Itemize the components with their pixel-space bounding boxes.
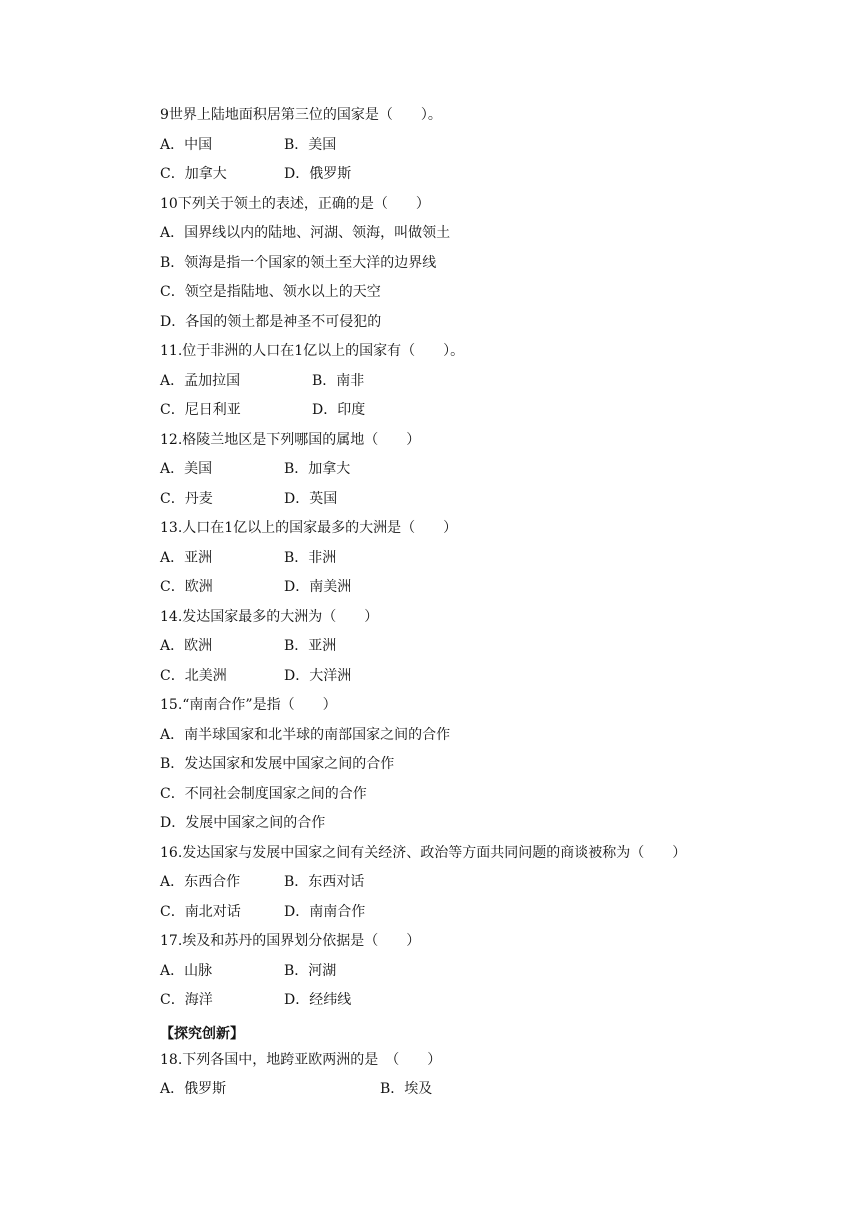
option-text: A．孟加拉国 bbox=[160, 372, 241, 389]
question-stem: 15.“南南合作”是指（ ） bbox=[160, 697, 337, 713]
option-row bbox=[160, 131, 800, 161]
option-text: A．山脉 bbox=[160, 962, 213, 979]
option-text: B．美国 bbox=[284, 136, 337, 153]
option-row bbox=[160, 957, 800, 987]
option-text: C．加拿大 bbox=[160, 166, 227, 182]
option-row bbox=[160, 662, 800, 692]
question-18-options bbox=[160, 1075, 800, 1105]
option-text: D．英国 bbox=[284, 490, 338, 507]
option-row bbox=[160, 632, 800, 662]
option-row bbox=[160, 455, 800, 485]
option-row bbox=[160, 750, 800, 780]
option-text: B．领海是指一个国家的领土至大洋的边界线 bbox=[160, 254, 437, 271]
option-row bbox=[160, 308, 800, 338]
option-text: B．发达国家和发展中国家之间的合作 bbox=[160, 756, 395, 772]
option-text: A．国界线以内的陆地、河湖、领海，叫做领土 bbox=[160, 225, 451, 241]
option-text: D．经纬线 bbox=[284, 992, 352, 1008]
option-text: A．南半球国家和北半球的南部国家之间的合作 bbox=[160, 726, 451, 743]
option-text: D．南南合作 bbox=[284, 903, 366, 920]
option-text: C．北美洲 bbox=[160, 667, 227, 684]
option-row bbox=[160, 986, 800, 1016]
option-row bbox=[160, 219, 800, 249]
option-text: D．印度 bbox=[312, 402, 366, 418]
option-a: A．俄罗斯 bbox=[160, 1081, 227, 1097]
option-row bbox=[160, 396, 800, 426]
option-text: B．加拿大 bbox=[284, 461, 351, 477]
question-stem: 9世界上陆地面积居第三位的国家是（ ）。 bbox=[160, 107, 442, 123]
option-text: D．俄罗斯 bbox=[284, 166, 352, 182]
question-stem: 17.埃及和苏丹的国界划分依据是（ ） bbox=[160, 933, 421, 949]
option-row bbox=[160, 485, 800, 515]
question-stem: 14.发达国家最多的大洲为（ ） bbox=[160, 608, 379, 625]
question-stem: 10下列关于领土的表述，正确的是（ ） bbox=[160, 195, 430, 212]
option-text: C．领空是指陆地、领水以上的天空 bbox=[160, 284, 381, 300]
question-stem: 12.格陵兰地区是下列哪国的属地（ ） bbox=[160, 431, 421, 448]
option-text: A．欧洲 bbox=[160, 638, 213, 654]
option-text: A．东西合作 bbox=[160, 874, 241, 890]
option-text: B．东西对话 bbox=[284, 874, 365, 890]
question-18-stem: 18.下列各国中，地跨亚欧两洲的是 （ ） bbox=[160, 1051, 442, 1068]
option-row bbox=[160, 544, 800, 574]
option-text: B．非洲 bbox=[284, 549, 337, 566]
option-text: A．中国 bbox=[160, 136, 213, 153]
option-text: D．大洋洲 bbox=[284, 667, 352, 684]
option-row bbox=[160, 278, 800, 308]
option-text: C．欧洲 bbox=[160, 579, 213, 595]
option-text: A．亚洲 bbox=[160, 549, 213, 566]
question-stem: 16.发达国家与发展中国家之间有关经济、政治等方面共同问题的商谈被称为（ ） bbox=[160, 844, 687, 861]
option-text: A．美国 bbox=[160, 461, 213, 477]
option-row bbox=[160, 809, 800, 839]
option-row bbox=[160, 367, 800, 397]
option-row bbox=[160, 868, 800, 898]
questions-container bbox=[160, 101, 800, 1016]
option-text: C．尼日利亚 bbox=[160, 402, 241, 418]
option-row bbox=[160, 160, 800, 190]
option-text: C．不同社会制度国家之间的合作 bbox=[160, 785, 367, 802]
option-text: B．亚洲 bbox=[284, 638, 337, 654]
option-row bbox=[160, 573, 800, 603]
section-title: 【探究创新】 bbox=[160, 1025, 244, 1042]
question-list bbox=[160, 101, 800, 1105]
option-text: D．发展中国家之间的合作 bbox=[160, 815, 326, 831]
option-text: B．南非 bbox=[312, 372, 365, 389]
option-row bbox=[160, 721, 800, 751]
question-stem: 11.位于非洲的人口在1亿以上的国家有（ ）。 bbox=[160, 343, 465, 359]
option-text: C．丹麦 bbox=[160, 490, 213, 507]
option-text: C．南北对话 bbox=[160, 903, 241, 920]
option-row bbox=[160, 249, 800, 279]
option-b: B．埃及 bbox=[380, 1081, 433, 1097]
option-row bbox=[160, 780, 800, 810]
option-text: D．各国的领土都是神圣不可侵犯的 bbox=[160, 313, 382, 330]
option-row bbox=[160, 898, 800, 928]
question-stem: 13.人口在1亿以上的国家最多的大洲是（ ） bbox=[160, 520, 458, 536]
option-text: C．海洋 bbox=[160, 992, 213, 1008]
option-text: B．河湖 bbox=[284, 962, 337, 979]
option-text: D．南美洲 bbox=[284, 579, 352, 595]
